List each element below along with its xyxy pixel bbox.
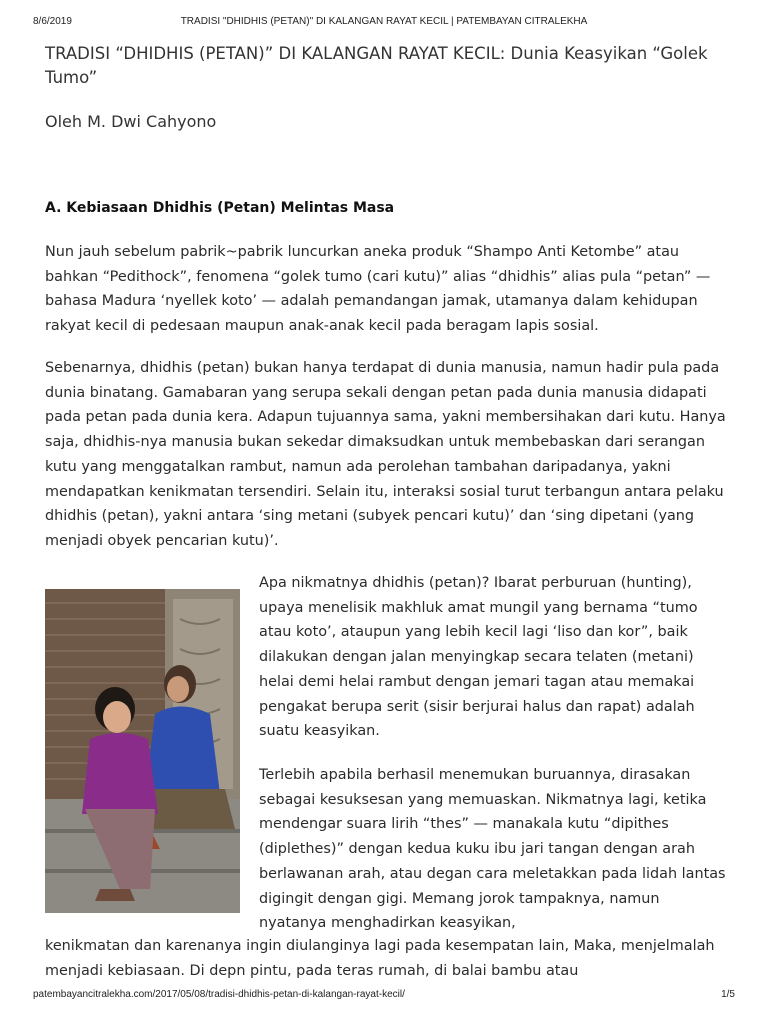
section-heading: A. Kebiasaan Dhidhis (Petan) Melintas Masa [45,200,395,216]
print-footer [33,989,735,1003]
print-url: patembayancitralekha.com/2017/05/08/tradisi-dhidhis-petan-di-kalangan-rayat-kecil/ [33,989,405,1000]
article-photo [45,589,240,913]
page-number: 1/5 [721,989,735,1000]
print-page-title: TRADISI "DHIDHIS (PETAN)" DI KALANGAN RAYAT KECIL | PATEMBAYAN CITRALEKHA [180,16,588,27]
paragraph: kenikmatan dan karenanya ingin diulanginya lagi pada kesempatan lain, Maka, menjelmalah menjadi kebiasaan. Di depn pintu, pada teras rumah, di balai bambu atau [45,938,715,979]
print-date: 8/6/2019 [33,16,72,27]
paragraph: Sebenarnya, dhidhis (petan) bukan hanya terdapat di dunia manusia, namun hadir pula pada dunia binatang. Gamabaran yang serupa sekali dengan petan pada dunia manusia didapati pada petan pada dunia kera. Adapun tujuannya sama, yakni membersihakan dari kutu. Hanya saja, dhidhis-nya manusia bukan sekedar dimaksudkan untuk membebaskan dari serangan kutu yang menggatalkan rambut, namun ada perolehan tambahan daripadanya, yakni mendapatkan kenikmatan tersendiri. Selain itu, interaksi sosial turut terbangun antara pelaku dhidhis (petan), yakni antara ‘sing metani (subyek pencari kutu)’ dan ‘sing dipetani (yang menjadi obyek pencarian kutu)’. [45,360,726,549]
paragraph: Apa nikmatnya dhidhis (petan)? Ibarat perburuan (hunting), upaya menelisik makhluk amat mungil yang bernama “tumo atau koto’, ataupun yang lebih kecil lagi ‘liso dan kor”, baik dilakukan dengan jalan menyingkap secara telaten (metani) helai demi helai rambut dengan jemari tagan atau memakai pengakat berupa serit (sisir berjurai halus dan rapat) adalah suatu keasyikan. [259,575,698,740]
paragraph: Terlebih apabila berhasil menemukan buruannya, dirasakan sebagai kesuksesan yang memuaskan. Nikmatnya lagi, ketika mendengar suara lirih “thes” — manakala kutu “dipithes (diplethes)” dengan kedua kuku ibu jari tangan dengan arah berlawanan arah, atau degan cara meletakkan pada lidah lantas digingit dengan gigi. Memang jorok tampaknya, namun nyatanya menghadirkan keasyikan, [259,767,726,932]
print-header [33,16,735,30]
paragraph: Nun jauh sebelum pabrik~pabrik luncurkan aneka produk “Shampo Anti Ketombe” atau bahkan “Pedithock”, fenomena “golek tumo (cari kutu)” alias “dhidhis” alias pula “petan” — bahasa Madura ‘nyellek koto’ — adalah pemandangan jamak, utamanya dalam kehidupan rakyat kecil di pedesaan maupun anak-anak kecil pada beragam lapis sosial. [45,244,711,335]
article-author: Oleh M. Dwi Cahyono [45,112,217,131]
article-title: TRADISI “DHIDHIS (PETAN)” DI KALANGAN RAYAT KECIL: Dunia Keasyikan “Golek Tumo” [45,44,708,87]
